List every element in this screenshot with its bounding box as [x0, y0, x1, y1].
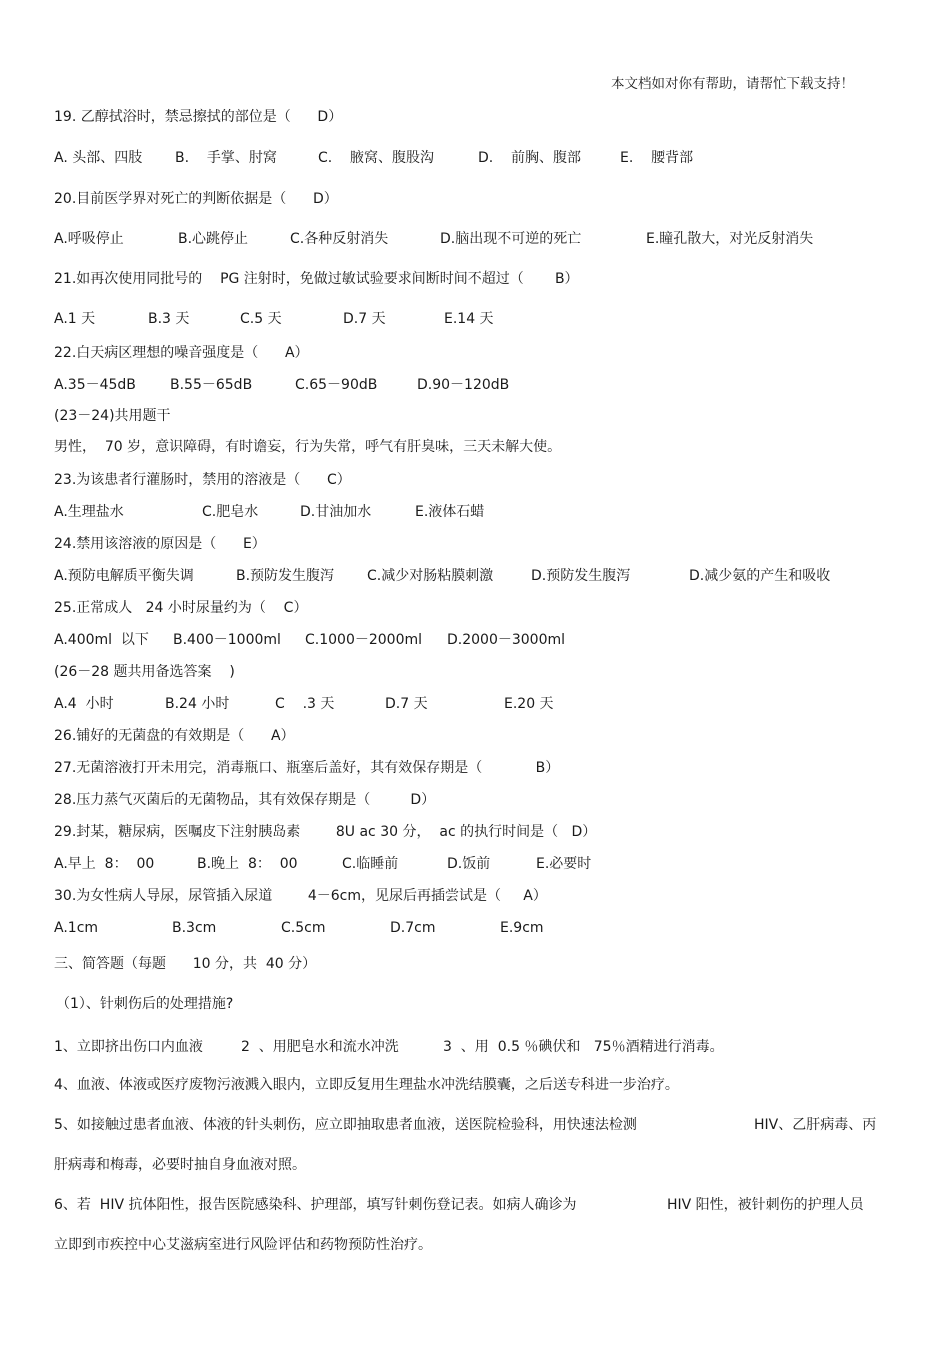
shared-answers-title-26-28: (26－28 题共用备选答案 )	[54, 664, 235, 680]
answer-steps-1-3	[0, 1038, 950, 1056]
option: C.5 天	[240, 311, 282, 327]
option: D.7 天	[343, 311, 386, 327]
option: B.3cm	[172, 920, 217, 936]
question-30-options	[0, 919, 950, 937]
option: E.9cm	[500, 920, 544, 936]
question-21-stem: 21.如再次使用同批号的 PG 注射时，免做过敏试验要求间断时间不超过（ B）	[54, 271, 579, 287]
answer-step: 1、立即挤出伤口内血液	[54, 1039, 203, 1055]
option: A.400ml 以下	[54, 632, 149, 648]
option: C.减少对肠粘膜刺激	[367, 568, 494, 584]
question-22-options	[0, 376, 950, 394]
option: B.晚上 8： 00	[197, 856, 298, 872]
option: C.临睡前	[342, 856, 399, 872]
answer-step-5	[0, 1116, 950, 1134]
option: E.液体石蜡	[415, 504, 485, 520]
option: B.预防发生腹泻	[236, 568, 335, 584]
option: C.5cm	[281, 920, 326, 936]
option: B.24 小时	[165, 696, 230, 712]
answer-step-5-continued: 肝病毒和梅毒，必要时抽自身血液对照。	[54, 1157, 306, 1173]
question-29-stem: 29.封某，糖尿病，医嘱皮下注射胰岛素 8U ac 30 分， ac 的执行时间是（ D）	[54, 824, 597, 840]
option: C.各种反射消失	[290, 231, 389, 247]
question-24-stem: 24.禁用该溶液的原因是（ E）	[54, 536, 266, 552]
shared-stem-title-23-24: (23－24)共用题干	[54, 408, 171, 424]
option: C. 腋窝、腹股沟	[318, 150, 435, 166]
shared-case-text: 男性， 70 岁，意识障碍，有时谵妄，行为失常，呼气有肝臭味，三天未解大使。	[54, 439, 562, 455]
option: E.14 天	[444, 311, 494, 327]
answer-step-text: 5、如接触过患者血液、体液的针头刺伤，应立即抽取患者血液，送医院检验科，用快速法检测	[54, 1117, 637, 1133]
question-23-stem: 23.为该患者行灌肠时，禁用的溶液是（ C）	[54, 472, 351, 488]
question-19-stem: 19. 乙醇拭浴时，禁忌擦拭的部位是（ D）	[54, 109, 343, 125]
option: E.瞳孔散大，对光反射消失	[646, 231, 814, 247]
option: B. 手掌、肘窝	[175, 150, 277, 166]
question-27-stem: 27.无菌溶液打开未用完，消毒瓶口、瓶塞后盖好，其有效保存期是（ B）	[54, 760, 560, 776]
answer-step-4: 4、血液、体液或医疗废物污液溅入眼内，立即反复用生理盐水冲洗结膜囊，之后送专科进一步治疗。	[54, 1077, 679, 1093]
option: E.20 天	[504, 696, 554, 712]
option: C.65－90dB	[295, 377, 378, 393]
short-answer-1-title: （1）、针刺伤后的处理措施?	[56, 996, 234, 1012]
section-3-title: 三、简答题（每题 10 分，共 40 分）	[54, 956, 317, 972]
option: D.脑出现不可逆的死亡	[440, 231, 582, 247]
option: E. 腰背部	[620, 150, 694, 166]
question-29-options	[0, 855, 950, 873]
answer-step-text: HIV 阳性，被针刺伤的护理人员	[667, 1197, 864, 1213]
option: A.生理盐水	[54, 504, 124, 520]
question-24-options	[0, 567, 950, 585]
question-21-options	[0, 310, 950, 328]
option: D.饭前	[447, 856, 491, 872]
option: E.必要时	[536, 856, 592, 872]
question-20-options	[0, 230, 950, 248]
option: D.减少氨的产生和吸收	[689, 568, 831, 584]
option: D.7 天	[385, 696, 428, 712]
option: C.肥皂水	[202, 504, 259, 520]
question-20-stem: 20.目前医学界对死亡的判断依据是（ D）	[54, 191, 338, 207]
option: B.心跳停止	[178, 231, 249, 247]
answer-step: 2 、用肥皂水和流水冲洗	[241, 1039, 399, 1055]
answer-step-6-continued: 立即到市疾控中心艾滋病室进行风险评估和药物预防性治疗。	[54, 1237, 432, 1253]
option: A.早上 8： 00	[54, 856, 155, 872]
shared-answer-options	[0, 695, 950, 713]
option: A.呼吸停止	[54, 231, 124, 247]
option: A.35－45dB	[54, 377, 136, 393]
option: A.1 天	[54, 311, 96, 327]
option: A. 头部、四肢	[54, 150, 143, 166]
question-23-options	[0, 503, 950, 521]
question-28-stem: 28.压力蒸气灭菌后的无菌物品，其有效保存期是（ D）	[54, 792, 436, 808]
option: B.3 天	[148, 311, 190, 327]
option: C.1000－2000ml	[305, 632, 423, 648]
question-19-options	[0, 149, 950, 167]
answer-step-6	[0, 1196, 950, 1214]
answer-step: 3 、用 0.5 ％碘伏和 75％酒精进行消毒。	[443, 1039, 724, 1055]
option: D.甘油加水	[300, 504, 372, 520]
option: D.90－120dB	[417, 377, 510, 393]
answer-step-text: 6、若 HIV 抗体阳性，报告医院感染科、护理部，填写针刺伤登记表。如病人确诊为	[54, 1197, 577, 1213]
question-30-stem: 30.为女性病人导尿，尿管插入尿道 4－6cm，见尿后再插尝试是（ A）	[54, 888, 547, 904]
answer-step-text: HIV、乙肝病毒、丙	[754, 1117, 877, 1133]
option: A.1cm	[54, 920, 99, 936]
question-25-stem: 25.正常成人 24 小时尿量约为（ C）	[54, 600, 308, 616]
option: B.400－1000ml	[173, 632, 281, 648]
option: A.预防电解质平衡失调	[54, 568, 194, 584]
option: C .3 天	[275, 696, 335, 712]
option: D. 前胸、腹部	[478, 150, 582, 166]
option: D.7cm	[390, 920, 436, 936]
option: D.预防发生腹泻	[531, 568, 631, 584]
question-26-stem: 26.铺好的无菌盘的有效期是（ A）	[54, 728, 295, 744]
option: A.4 小时	[54, 696, 114, 712]
question-22-stem: 22.白天病区理想的噪音强度是（ A）	[54, 345, 309, 361]
page-header-note: 本文档如对你有帮助，请帮忙下载支持！	[611, 76, 854, 92]
option: B.55－65dB	[170, 377, 253, 393]
question-25-options	[0, 631, 950, 649]
option: D.2000－3000ml	[447, 632, 566, 648]
